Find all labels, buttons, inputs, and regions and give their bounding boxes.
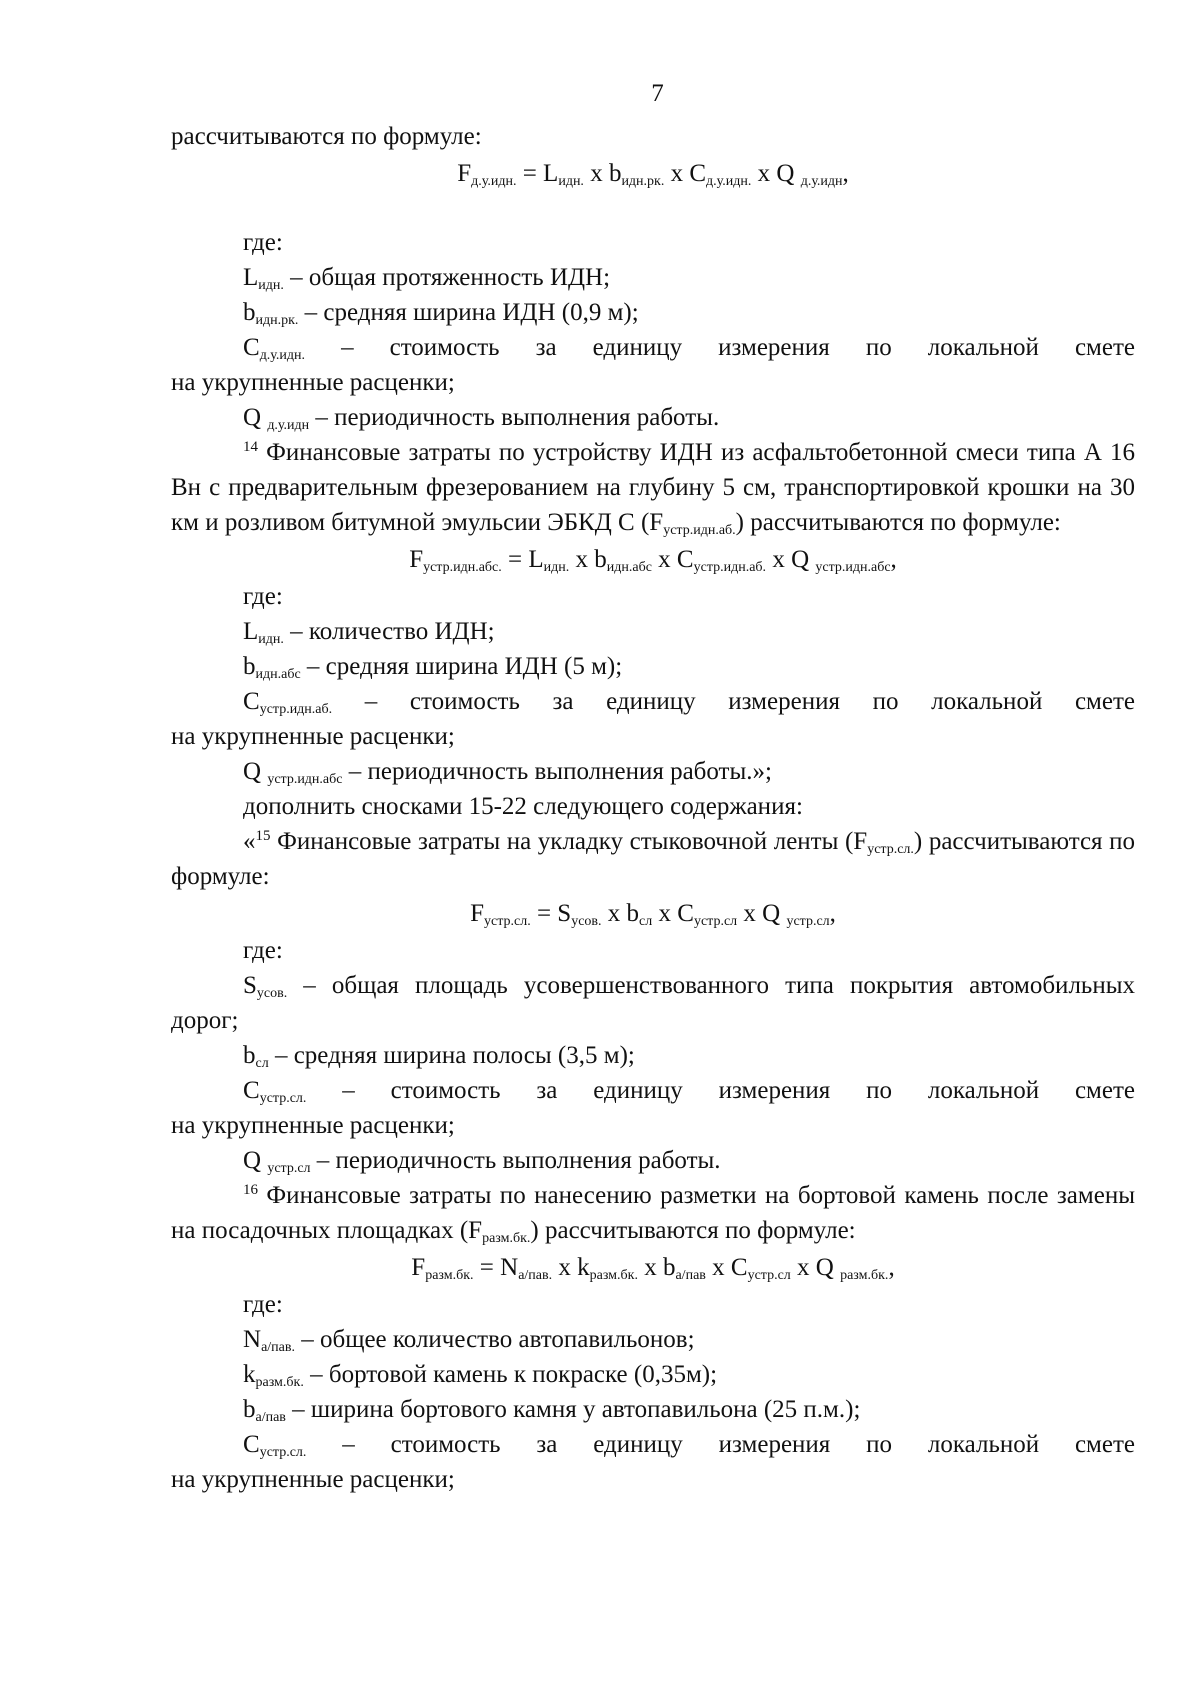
formula-line: $F_{устр.сл.} = S_{усов.}$ x $b_{сл}$ x $C_{устр.сл}$ x Q $_{устр.сл}$, <box>470 900 836 929</box>
definition-line: $C_{д.у.идн.}$ – стоимость за единицу измерения по локальной смете <box>243 334 1135 363</box>
definition-line-continued: на укрупненные расценки; <box>171 369 455 396</box>
definition-line: $N_{а/пав.}$ – общее количество автопавильонов; <box>243 1326 695 1355</box>
paragraph-line: рассчитываются по формуле: <box>171 123 482 150</box>
where-label: где: <box>243 229 283 256</box>
definition-line: Q $_{устр.сл}$ – периодичность выполнения работы. <box>243 1147 721 1176</box>
definition-line-continued: на укрупненные расценки; <box>171 1112 455 1139</box>
definition-line: $S_{усов.}$ – общая площадь усовершенствованного типа покрытия автомобильных дорог; <box>171 972 1135 1034</box>
footnote-15: «$^{15}$ Финансовые затраты на укладку стыковочной ленты $(F_{устр.сл.})$ рассчитываются по формуле: <box>171 828 1135 890</box>
formula-line: $F_{д.у.идн.} = L_{идн.}$ x $b_{идн.рк.}$ x $C_{д.у.идн.}$ x Q $_{д.у.идн}$, <box>457 160 849 189</box>
definition-line: $b_{идн.рк.}$ – средняя ширина ИДН (0,9 м); <box>243 299 639 328</box>
definition-line: $C_{устр.сл.}$ – стоимость за единицу измерения по локальной смете <box>243 1077 1135 1106</box>
where-label: где: <box>243 1291 283 1318</box>
definition-line-continued: на укрупненные расценки; <box>171 1466 455 1493</box>
definition-line: $C_{устр.идн.аб.}$ – стоимость за единицу измерения по локальной смете <box>243 688 1135 717</box>
definition-line: $b_{идн.абс}$ – средняя ширина ИДН (5 м); <box>243 653 623 682</box>
document-body <box>171 119 1135 1497</box>
where-label: где: <box>243 937 283 964</box>
footnote-16: $^{16}$ Финансовые затраты по нанесению разметки на бортовой камень после замены на посадочных площадках $(F_{разм.бк.})$ рассчитываются по формуле: <box>171 1182 1135 1246</box>
definition-line: Q $_{д.у.идн}$ – периодичность выполнения работы. <box>243 404 720 433</box>
definition-line: Q $_{устр.идн.абс}$ – периодичность выполнения работы.»; <box>243 758 772 787</box>
formula-line: $F_{разм.бк.} = N_{а/пав.}$ x $k_{разм.бк.}$ x $b_{а/пав}$ x $C_{устр.сл}$ x Q $_{разм.бк.}$, <box>411 1254 895 1283</box>
definition-line: $b_{сл}$ – средняя ширина полосы (3,5 м); <box>243 1042 635 1071</box>
definition-line: $L_{идн.}$ – количество ИДН; <box>243 618 495 647</box>
definition-line: $L_{идн.}$ – общая протяженность ИДН; <box>243 264 611 293</box>
definition-line-continued: на укрупненные расценки; <box>171 723 455 750</box>
formula-line: $F_{устр.идн.абс.} = L_{идн.}$ x $b_{идн.абс}$ x $C_{устр.идн.аб.}$ x Q $_{устр.идн.абс}$, <box>409 546 897 575</box>
definition-line: $b_{а/пав}$ – ширина бортового камня у автопавильона (25 п.м.); <box>243 1396 861 1425</box>
definition-line: $k_{разм.бк.}$ – бортовой камень к покраске (0,35м); <box>243 1361 718 1390</box>
definition-line: $C_{устр.сл.}$ – стоимость за единицу измерения по локальной смете <box>243 1431 1135 1460</box>
where-label: где: <box>243 583 283 610</box>
amendment-line: дополнить сносками 15-22 следующего содержания: <box>243 793 803 820</box>
page-number: 7 <box>651 80 664 107</box>
footnote-14: $^{14}$ Финансовые затраты по устройству ИДН из асфальтобетонной смеси типа А 16 Вн с предварительным фрезерованием на глубину 5 см, транспортировкой крошки на 30 км и розливом битумной эмульсии ЭБКД С $(F_{устр.идн.аб.})$ рассчитываются по формуле: <box>171 439 1135 538</box>
